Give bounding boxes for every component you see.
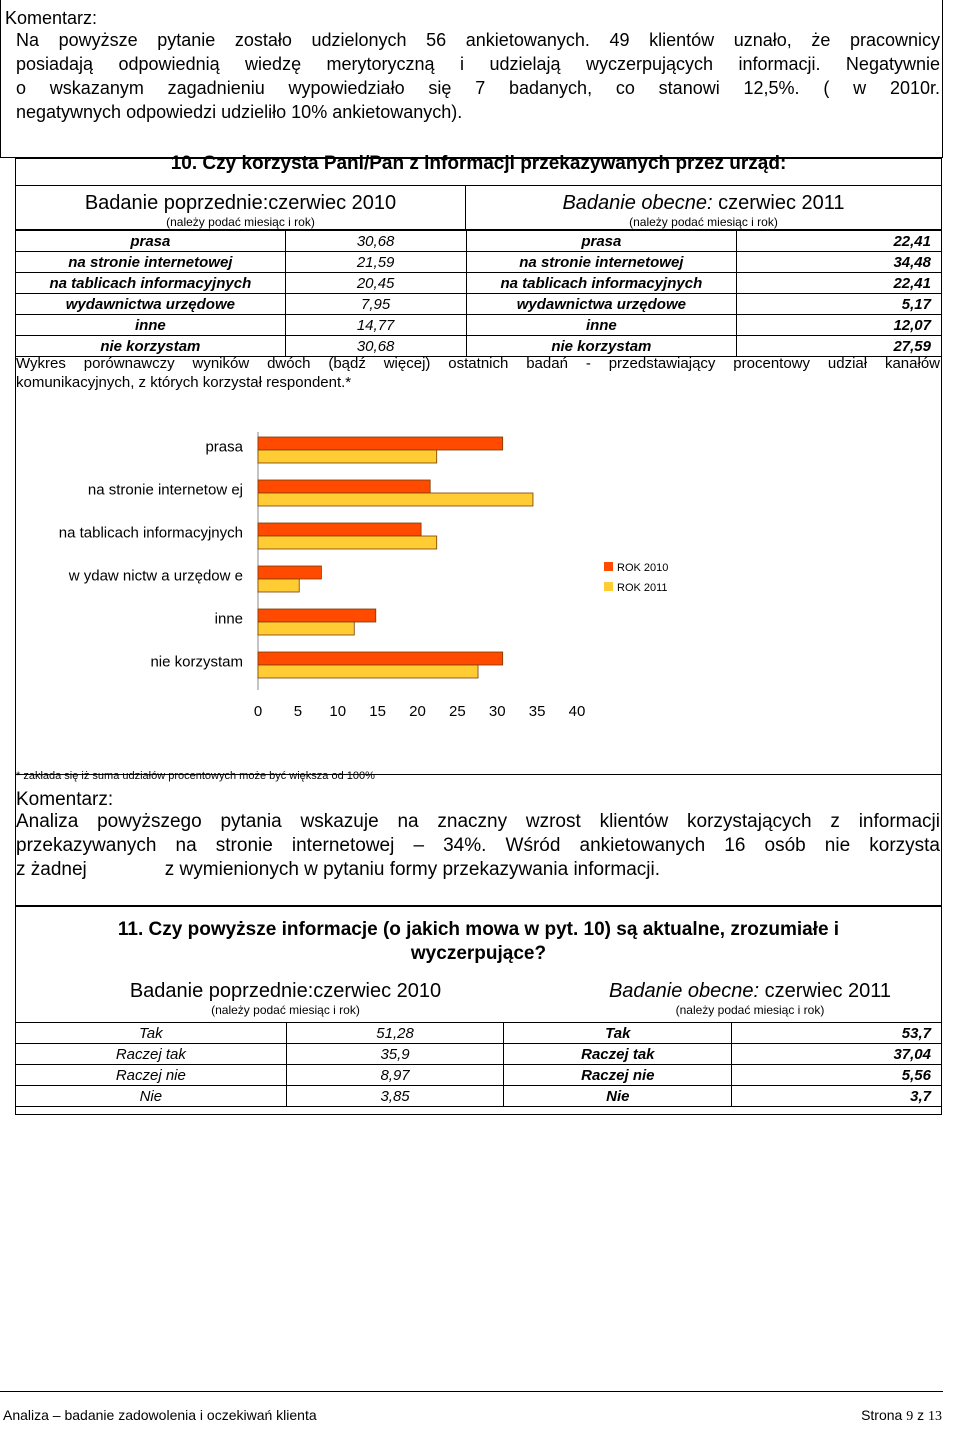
bar-2010 — [258, 566, 321, 579]
comment-1-line: o wskazanym zagadnieniu wypowiedziało się 7 badanych, co stanowi 12,5%. ( w 2010r. — [16, 78, 940, 98]
category-label: na tablicach informacyjnych — [58, 524, 243, 542]
table-row — [16, 1086, 942, 1107]
comment-2-line-start: z żadnej — [16, 859, 87, 880]
x-tick-label: 40 — [568, 703, 586, 720]
row-label-curr: wydawnictwa urzędowe — [466, 294, 737, 315]
q10-prev-header-text: Badanie poprzednie:czerwiec 2010 — [84, 192, 397, 214]
x-tick-label: 30 — [488, 703, 506, 720]
comment-1-line: negatywnych odpowiedzi udzieliło 10% ankietowanych). — [16, 102, 463, 122]
table-row — [16, 336, 942, 357]
category-label: nie korzystam — [150, 653, 243, 671]
footer-page-number: 9 — [906, 1409, 914, 1424]
row-value-curr: 34,48 — [737, 252, 942, 273]
table-row — [16, 315, 942, 336]
x-tick-label: 10 — [329, 703, 347, 720]
bar-2011 — [258, 536, 437, 549]
category-label: w ydaw nictw a urzędow e — [68, 567, 243, 585]
row-value-curr: 3,7 — [732, 1086, 942, 1107]
row-label-curr: inne — [466, 315, 737, 336]
q10-bar-chart — [0, 410, 960, 770]
row-label-prev: prasa — [16, 231, 286, 252]
q11-prev-header-sub: (należy podać miesiąc i rok) — [211, 1003, 360, 1017]
row-value-prev: 8,97 — [286, 1065, 504, 1086]
footer-page-total: 13 — [928, 1409, 942, 1424]
row-label-curr: Nie — [504, 1086, 732, 1107]
bar-2010 — [258, 523, 421, 536]
row-label-curr: Tak — [504, 1023, 732, 1044]
footer-rule — [0, 1391, 943, 1392]
row-value-prev: 51,28 — [286, 1023, 504, 1044]
row-value-prev: 30,68 — [285, 231, 466, 252]
comment-1-line: posiadają odpowiednią wiedzę merytoryczną i udzielają wyczerpujących informacji. Negatywnie — [16, 54, 940, 74]
q10-curr-header-text: czerwiec 2011 — [712, 192, 845, 214]
q11-curr-header-sub: (należy podać miesiąc i rok) — [675, 1003, 825, 1017]
row-value-prev: 7,95 — [285, 294, 466, 315]
q10-prev-header — [15, 185, 466, 230]
x-tick-label: 0 — [253, 703, 263, 720]
q11-prev-header-text: Badanie poprzednie:czerwiec 2010 — [129, 980, 442, 1002]
bar-2010 — [258, 437, 503, 450]
q11-curr-header-text: czerwiec 2011 — [759, 980, 892, 1002]
x-tick-label: 25 — [449, 703, 466, 720]
legend-label: ROK 2011 — [617, 582, 668, 594]
bar-2010 — [258, 480, 430, 493]
x-tick-label: 15 — [369, 703, 386, 720]
row-value-curr: 5,17 — [737, 294, 942, 315]
q10-chart-caption: Wykres porównawczy wyników dwóch (bądź więcej) ostatnich badań - przedstawiający procentowy udział kanałów — [16, 355, 940, 372]
q11-table — [15, 1022, 942, 1107]
legend-swatch — [604, 582, 613, 591]
comment-2-heading: Komentarz: — [16, 789, 114, 810]
row-value-curr: 53,7 — [732, 1023, 942, 1044]
row-value-prev: 20,45 — [285, 273, 466, 294]
category-label: inne — [214, 610, 243, 628]
row-label-prev: Raczej tak — [16, 1044, 287, 1065]
row-value-prev: 3,85 — [286, 1086, 504, 1107]
table-row — [16, 294, 942, 315]
footer-page-sep: z — [913, 1407, 928, 1423]
comment-1-text — [16, 28, 940, 124]
row-label-prev: na tablicach informacyjnych — [16, 273, 286, 294]
row-label-prev: Tak — [16, 1023, 287, 1044]
row-label-curr: nie korzystam — [466, 336, 737, 357]
table-row — [16, 252, 942, 273]
row-value-curr: 37,04 — [732, 1044, 942, 1065]
row-label-prev: nie korzystam — [16, 336, 286, 357]
comment-1-line: Na powyższe pytanie zostało udzielonych 56 ankietowanych. 49 klientów uznało, że pracownicy — [16, 30, 940, 50]
row-label-curr: Raczej tak — [504, 1044, 732, 1065]
row-label-prev: inne — [16, 315, 286, 336]
row-label-curr: na tablicach informacyjnych — [466, 273, 737, 294]
x-tick-label: 20 — [409, 703, 426, 720]
row-label-prev: na stronie internetowej — [16, 252, 286, 273]
x-tick-label: 5 — [293, 703, 303, 720]
bar-2010 — [258, 652, 503, 665]
comment-2-text — [16, 810, 940, 882]
question-10-title: 10. Czy korzysta Pani/Pan z informacji przekazywanych przez urząd: — [170, 153, 787, 174]
q10-chart-caption-2: komunikacyjnych, z których korzystał respondent.* — [16, 374, 352, 391]
row-value-curr: 22,41 — [737, 231, 942, 252]
question-11-title — [15, 918, 942, 966]
bar-2011 — [258, 450, 437, 463]
q10-curr-header-bold: Badanie obecne: — [562, 192, 713, 214]
table-row — [16, 273, 942, 294]
category-label: na stronie internetow ej — [87, 481, 243, 499]
x-tick-label: 35 — [528, 703, 546, 720]
table-row — [16, 1065, 942, 1086]
row-label-curr: prasa — [466, 231, 737, 252]
table-row — [16, 231, 942, 252]
table-row — [16, 1023, 942, 1044]
row-label-prev: wydawnictwa urzędowe — [16, 294, 286, 315]
bar-2011 — [258, 622, 354, 635]
table-row — [16, 1044, 942, 1065]
bar-2010 — [258, 609, 376, 622]
row-value-prev: 35,9 — [286, 1044, 504, 1065]
q10-curr-header — [465, 185, 942, 230]
bar-2011 — [258, 665, 478, 678]
q11-prev-header-wrap — [15, 980, 556, 1017]
category-label: prasa — [205, 438, 243, 456]
comment-2-line: przekazywanych na stronie internetowej – 34%. Wśród ankietowanych 16 osób nie korzysta — [16, 835, 940, 856]
q10-curr-header-sub: (należy podać miesiąc i rok) — [629, 215, 778, 229]
q11-curr-header-bold: Badanie obecne: — [608, 980, 760, 1002]
bar-2011 — [258, 579, 299, 592]
footer-left: Analiza – badanie zadowolenia i oczekiwań klienta — [3, 1407, 317, 1423]
legend-label: ROK 2010 — [617, 562, 669, 574]
row-value-curr: 27,59 — [737, 336, 942, 357]
question-11-title-line: wyczerpujące? — [410, 943, 547, 964]
row-label-curr: Raczej nie — [504, 1065, 732, 1086]
comment-2-line-end: z wymienionych w pytaniu formy przekazywania informacji. — [164, 859, 661, 880]
row-value-curr: 22,41 — [737, 273, 942, 294]
comment-1-heading: Komentarz: — [5, 8, 98, 28]
row-label-prev: Raczej nie — [16, 1065, 287, 1086]
q10-prev-header-sub: (należy podać miesiąc i rok) — [166, 215, 315, 229]
question-11-title-line: 11. Czy powyższe informacje (o jakich mowa w pyt. 10) są aktualne, zrozumiałe i — [117, 919, 840, 940]
legend-swatch — [604, 562, 613, 571]
q10-table — [15, 230, 942, 357]
row-value-prev: 21,59 — [285, 252, 466, 273]
q11-curr-header-wrap — [495, 980, 960, 1017]
row-value-prev: 30,68 — [285, 336, 466, 357]
q10-footnote: * zakłada się iż suma udziałów procentowych może być większa od 100% — [16, 770, 375, 782]
row-value-curr: 12,07 — [737, 315, 942, 336]
row-value-curr: 5,56 — [732, 1065, 942, 1086]
comment-2-line: Analiza powyższego pytania wskazuje na znaczny wzrost klientów korzystających z informacji — [16, 811, 940, 832]
footer-right — [832, 1407, 942, 1425]
footer-page-prefix: Strona — [861, 1407, 907, 1423]
row-value-prev: 14,77 — [285, 315, 466, 336]
bar-2011 — [258, 493, 533, 506]
row-label-prev: Nie — [16, 1086, 287, 1107]
row-label-curr: na stronie internetowej — [466, 252, 737, 273]
